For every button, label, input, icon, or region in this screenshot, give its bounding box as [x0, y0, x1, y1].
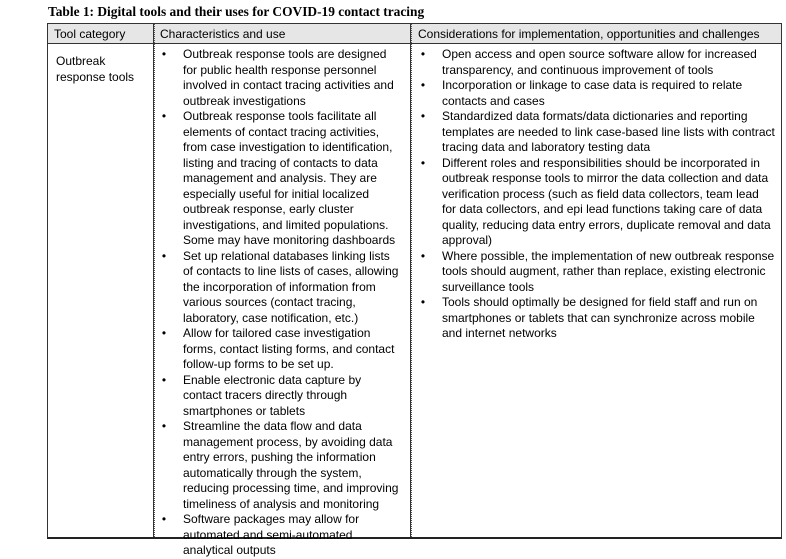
characteristics-list — [157, 47, 402, 559]
considerations-item — [416, 295, 776, 342]
table-header-row — [48, 24, 781, 44]
bullet-icon: • — [161, 47, 167, 61]
bullet-icon: • — [161, 109, 167, 123]
considerations-item — [416, 78, 776, 109]
bullet-icon: • — [161, 419, 167, 433]
characteristics-item — [157, 419, 402, 512]
characteristics-item — [157, 47, 402, 109]
characteristics-item — [157, 512, 402, 559]
bullet-icon: • — [420, 109, 426, 123]
considerations-item — [416, 109, 776, 156]
column-divider-dotted — [154, 24, 155, 537]
characteristics-item — [157, 373, 402, 420]
considerations-item-text: Open access and open source software allow for increased transparency, and continuous improvement of tools — [442, 47, 757, 77]
characteristics-item — [157, 326, 402, 373]
characteristics-item-text: Allow for tailored case investigation forms, contact listing forms, and contact follow-up forms to be set up. — [183, 326, 395, 371]
characteristics-item-text: Streamline the data flow and data management process, by avoiding data entry errors, pushing the information automatically through the system, reducing processing time, and improving timeliness of analysis and monitoring — [183, 419, 399, 511]
considerations-item-text: Standardized data formats/data dictionaries and reporting templates are needed to link case-based line lists with contract tracing data and laboratory testing data — [442, 109, 775, 154]
characteristics-item-text: Set up relational databases linking lists of contacts to line lists of cases, allowing the incorporation of information from various sources (contact tracing, laboratory, case notification, etc.) — [183, 248, 399, 325]
characteristics-item-text: Software packages may allow for automated and semi-automated analytical outputs — [183, 512, 360, 557]
header-considerations: Considerations for implementation, opportunities and challenges — [418, 27, 760, 41]
tools-table — [47, 23, 782, 557]
header-characteristics: Characteristics and use — [160, 27, 286, 41]
considerations-list — [416, 47, 776, 342]
characteristics-item — [157, 109, 402, 249]
considerations-item-text: Different roles and responsibilities should be incorporated in outbreak response tools to mirror the data collection and data verification process (such as field data collectors, team lead for data collectors, and epi lead functions taking care of data quality, reducing data entry errors, duplicate removal and data approval) — [442, 155, 771, 247]
bullet-icon: • — [420, 295, 426, 309]
characteristics-item-text: Outbreak response tools facilitate all elements of contact tracing activities, from case investigation to identification, listing and tracing of contacts to data management and analysis. They are especially useful for initial localized outbreak response, early cluster investigations, and limited populations. Some may have monitoring dashboards — [183, 109, 396, 247]
considerations-item-text: Incorporation or linkage to case data is required to relate contacts and cases — [442, 78, 743, 108]
considerations-item-text: Where possible, the implementation of new outbreak response tools should augment, rather than replace, existing electronic surveillance tools — [442, 248, 775, 294]
bullet-icon: • — [420, 155, 426, 170]
characteristics-item-text: Enable electronic data capture by contact tracers directly through smartphones or tablets — [183, 372, 362, 418]
table-caption: Table 1: Digital tools and their uses for COVID-19 contact tracing — [48, 4, 425, 19]
bullet-icon: • — [420, 78, 426, 92]
bullet-icon: • — [420, 47, 426, 61]
tool-category-cell: Outbreak response tools — [56, 54, 135, 84]
considerations-item-text: Tools should optimally be designed for field staff and run on smartphones or tablets that can synchronize across mobile and internet networks — [442, 295, 758, 340]
bullet-icon: • — [161, 248, 167, 263]
bullet-icon: • — [161, 512, 167, 526]
header-tool-category: Tool category — [54, 27, 126, 41]
characteristics-item — [157, 249, 402, 327]
characteristics-item-text: Outbreak response tools are designed for public health response personnel involved in contact tracing activities and outbreak investigations — [183, 47, 394, 108]
column-divider-dotted — [411, 24, 412, 537]
bullet-icon: • — [420, 248, 426, 263]
bullet-icon: • — [161, 326, 167, 340]
considerations-item — [416, 47, 776, 78]
considerations-item — [416, 156, 776, 249]
considerations-item — [416, 249, 776, 296]
bullet-icon: • — [161, 372, 167, 387]
